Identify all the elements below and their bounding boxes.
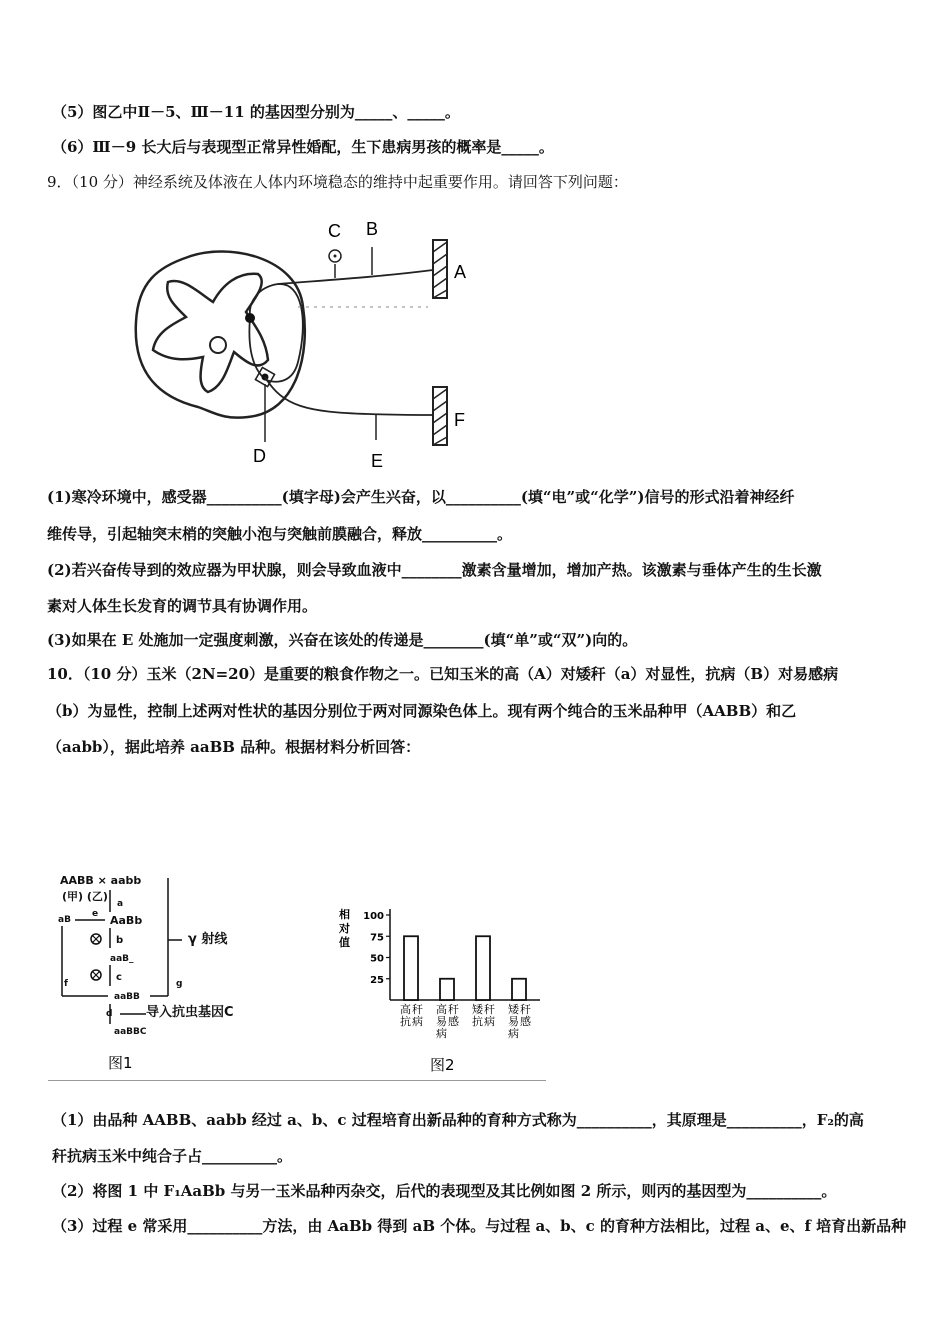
category-label-char: 矮 xyxy=(472,1003,483,1016)
y-tick-label: 75 xyxy=(370,932,384,944)
fig1-radiation: γ 射线 xyxy=(188,932,228,947)
y-axis-label-char: 对 xyxy=(339,922,350,935)
fig1-f1: AaBb xyxy=(110,914,143,927)
phenotype-bar-chart xyxy=(335,900,550,1078)
q8-part6: （6）Ⅲ－9 长大后与表现型正常异性婚配，生下患病男孩的概率是_____。 xyxy=(52,138,554,156)
q10-part2: （2）将图 1 中 F₁AaBb 与另一玉米品种丙杂交，后代的表现型及其比例如图 2 所示，则丙的基因型为__________。 xyxy=(52,1182,837,1200)
y-axis-label-char: 相 xyxy=(339,908,350,921)
category-label-char: 病 xyxy=(484,1015,495,1028)
fig1-gene: 导入抗虫基因C xyxy=(146,1005,234,1020)
label-c: C xyxy=(328,221,341,241)
fig1-parents: (甲) (乙) xyxy=(62,890,108,903)
fig1-aab: aaB_ xyxy=(110,954,134,964)
category-label-char: 病 xyxy=(508,1027,519,1040)
sensory-nerve-b xyxy=(278,270,433,284)
q9-part3: (3)如果在 E 处施加一定强度刺激，兴奋在该处的传递是________(填“单”或“双”)向的。 xyxy=(47,631,638,649)
fig1-d: d xyxy=(106,1009,113,1019)
q10-stem-line2: （b）为显性，控制上述两对性状的基因分别位于两对同源染色体上。现有两个纯合的玉米品种甲（AABB）和乙 xyxy=(47,702,797,720)
category-label-char: 秆 xyxy=(484,1003,495,1016)
category-label-char: 易 xyxy=(508,1015,519,1028)
category-label-char: 高 xyxy=(436,1003,447,1016)
reflex-arc-figure xyxy=(128,212,488,477)
category-label-char: 抗 xyxy=(472,1015,483,1028)
figure-divider xyxy=(48,1080,546,1081)
fig1-a: a xyxy=(117,899,124,909)
q10-stem-line3: （aabb），据此培养 aaBB 品种。根据材料分析回答： xyxy=(47,738,421,756)
y-tick-label: 25 xyxy=(370,974,384,986)
fig1-e: e xyxy=(92,909,99,919)
category-label-char: 抗 xyxy=(400,1015,411,1028)
neuron-cell-body xyxy=(245,313,255,323)
y-axis-label-char: 值 xyxy=(339,936,350,949)
q8-part5: （5）图乙中Ⅱ－5、Ⅲ－11 的基因型分别为_____、_____。 xyxy=(52,103,460,121)
q10-part3: （3）过程 e 常采用__________方法，由 AaBb 得到 aB 个体。与过程 a、b、c 的育种方法相比，过程 a、e、f 培育出新品种 xyxy=(52,1217,907,1235)
category-label-char: 易 xyxy=(436,1015,447,1028)
bar-2 xyxy=(476,936,490,1000)
q9-part1-line2: 维传导，引起轴突末梢的突触小泡与突触前膜融合，释放__________。 xyxy=(47,525,513,543)
category-label-char: 病 xyxy=(436,1027,447,1040)
central-canal xyxy=(210,337,226,353)
fig1-caption: 图1 xyxy=(108,1054,133,1072)
fig1-c: c xyxy=(116,972,122,983)
q9-part2-line1: (2)若兴奋传导到的效应器为甲状腺，则会导致血液中________激素含量增加，增加产热。该激素与垂体产生的生长激 xyxy=(47,561,822,579)
fig1-g: g xyxy=(176,979,183,989)
category-label-char: 秆 xyxy=(520,1003,531,1016)
category-label-char: 感 xyxy=(448,1015,459,1028)
fig1-aabb: aaBB xyxy=(114,992,140,1002)
category-label-char: 高 xyxy=(400,1003,411,1016)
fig2-caption: 图2 xyxy=(430,1056,455,1074)
q9-part1-line1: (1)寒冷环境中，感受器__________(填字母)会产生兴奋，以__________(填“电”或“化学”)信号的形式沿着神经纤 xyxy=(47,488,795,506)
fig1-b: b xyxy=(116,935,124,946)
bar-3 xyxy=(512,979,526,1000)
q10-part1-line1: （1）由品种 AABB、aabb 经过 a、b、c 过程培育出新品种的育种方式称为__________，其原理是__________，F₂的高 xyxy=(52,1111,864,1129)
motor-nerve-e xyxy=(265,377,433,415)
breeding-flow-figure xyxy=(50,868,310,1078)
q9-part2-line2: 素对人体生长发育的调节具有协调作用。 xyxy=(47,597,318,615)
label-e: E xyxy=(371,451,384,471)
fig1-f: f xyxy=(64,979,68,989)
grey-matter xyxy=(153,274,268,392)
label-b: B xyxy=(366,219,379,239)
fig1-cross: AABB × aabb xyxy=(60,874,142,887)
bar-0 xyxy=(404,936,418,1000)
label-a: A xyxy=(454,262,467,282)
fig1-aabbc: aaBBC xyxy=(114,1027,147,1037)
category-label-char: 病 xyxy=(412,1015,423,1028)
afferent-neuron xyxy=(250,284,303,382)
label-d: D xyxy=(253,446,266,466)
category-label-char: 感 xyxy=(520,1015,531,1028)
category-label-char: 矮 xyxy=(508,1003,519,1016)
category-label-char: 秆 xyxy=(448,1003,459,1016)
q10-stem-line1: 10．（10 分）玉米（2N=20）是重要的粮食作物之一。已知玉米的高（A）对矮秆（a）对显性，抗病（B）对易感病 xyxy=(47,665,839,683)
effector-f xyxy=(433,387,447,445)
bar-1 xyxy=(440,979,454,1000)
category-label-char: 秆 xyxy=(412,1003,423,1016)
y-tick-label: 50 xyxy=(370,953,384,965)
q9-stem: 9．（10 分）神经系统及体液在人体内环境稳态的维持中起重要作用。请回答下列问题： xyxy=(47,173,628,191)
q10-part1-line2: 秆抗病玉米中纯合子占__________。 xyxy=(52,1147,293,1165)
fig1-ab: aB xyxy=(58,915,71,925)
receptor-a xyxy=(433,240,447,298)
y-tick-label: 100 xyxy=(363,911,384,922)
label-f: F xyxy=(454,410,465,430)
